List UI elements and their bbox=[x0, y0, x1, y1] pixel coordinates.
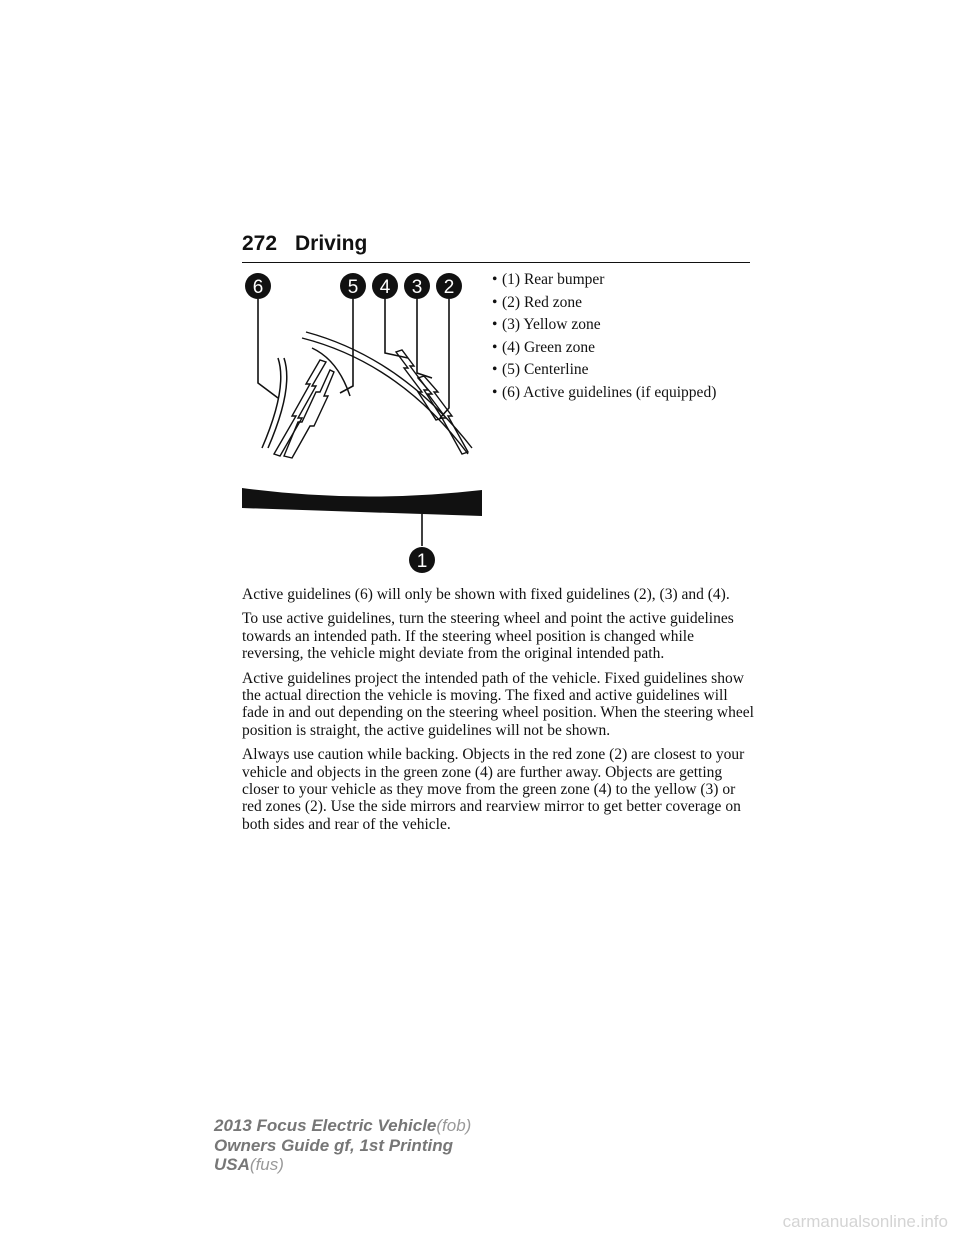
legend-item-green-zone: • (4) Green zone bbox=[492, 338, 595, 356]
callout-1 bbox=[409, 547, 435, 573]
rear-bumper bbox=[242, 488, 482, 516]
active-guideline bbox=[262, 358, 287, 448]
legend-item-active-guidelines: • (6) Active guidelines (if equipped) bbox=[492, 383, 717, 401]
document-footer bbox=[214, 1116, 471, 1175]
paragraph: To use active guidelines, turn the steering wheel and point the active guidelines towards an intended path. If the steering wheel position is changed while reversing, the vehicle might deviate from the original intended path. bbox=[242, 610, 734, 663]
svg-text:6: 6 bbox=[252, 277, 264, 298]
svg-text:2: 2 bbox=[443, 277, 455, 298]
legend-item-yellow-zone: • (3) Yellow zone bbox=[492, 316, 601, 334]
section-title: Driving bbox=[295, 232, 368, 255]
footer-market-code: (fus) bbox=[249, 1155, 284, 1174]
page-header bbox=[242, 232, 750, 263]
legend-item-rear-bumper: • (1) Rear bumper bbox=[492, 271, 605, 288]
callout-3 bbox=[404, 273, 430, 299]
paragraph: Active guidelines project the intended path of the vehicle. Fixed guidelines show the actual direction the vehicle is moving. The fixed and active guidelines will fade in and out depending on the steering wheel position. When the steering wheel position is straight, the active guidelines will not be shown. bbox=[242, 669, 754, 739]
callout-6 bbox=[245, 273, 271, 299]
rear-camera-guidelines-diagram bbox=[240, 268, 490, 578]
footer-market: USA bbox=[214, 1155, 250, 1174]
centerline bbox=[312, 348, 350, 396]
watermark: carmanualsonline.info bbox=[782, 1212, 948, 1231]
legend-item-red-zone: • (2) Red zone bbox=[492, 293, 583, 311]
right-fixed-guidelines bbox=[396, 350, 468, 454]
footer-guide: Owners Guide gf, 1st Printing bbox=[214, 1135, 453, 1155]
svg-text:5: 5 bbox=[347, 277, 359, 298]
guideline-arc bbox=[302, 332, 472, 454]
paragraph: Active guidelines (6) will only be shown with fixed guidelines (2), (3) and (4). bbox=[242, 586, 730, 603]
legend-item-centerline: • (5) Centerline bbox=[492, 361, 589, 379]
page-number: 272 bbox=[242, 232, 278, 255]
left-fixed-guidelines bbox=[274, 360, 334, 458]
svg-text:3: 3 bbox=[411, 277, 423, 298]
callout-2 bbox=[436, 273, 462, 299]
legend-list bbox=[492, 270, 716, 406]
svg-text:1: 1 bbox=[416, 551, 428, 572]
paragraph: Always use caution while backing. Objects in the red zone (2) are closest to your vehicle and objects in the green zone (4) are further away. Objects are getting closer to your vehicle as they move from the green zone (4) to the yellow (3) or red zones (2). Use the side mirrors and rearview mirror to get better coverage on both sides and rear of the vehicle. bbox=[242, 746, 745, 833]
footer-model-code: (fob) bbox=[436, 1116, 472, 1135]
svg-text:4: 4 bbox=[379, 277, 391, 298]
footer-model: 2013 Focus Electric Vehicle bbox=[214, 1116, 437, 1135]
callout-4 bbox=[372, 273, 398, 299]
callout-5 bbox=[340, 273, 366, 299]
body-text bbox=[242, 586, 757, 840]
